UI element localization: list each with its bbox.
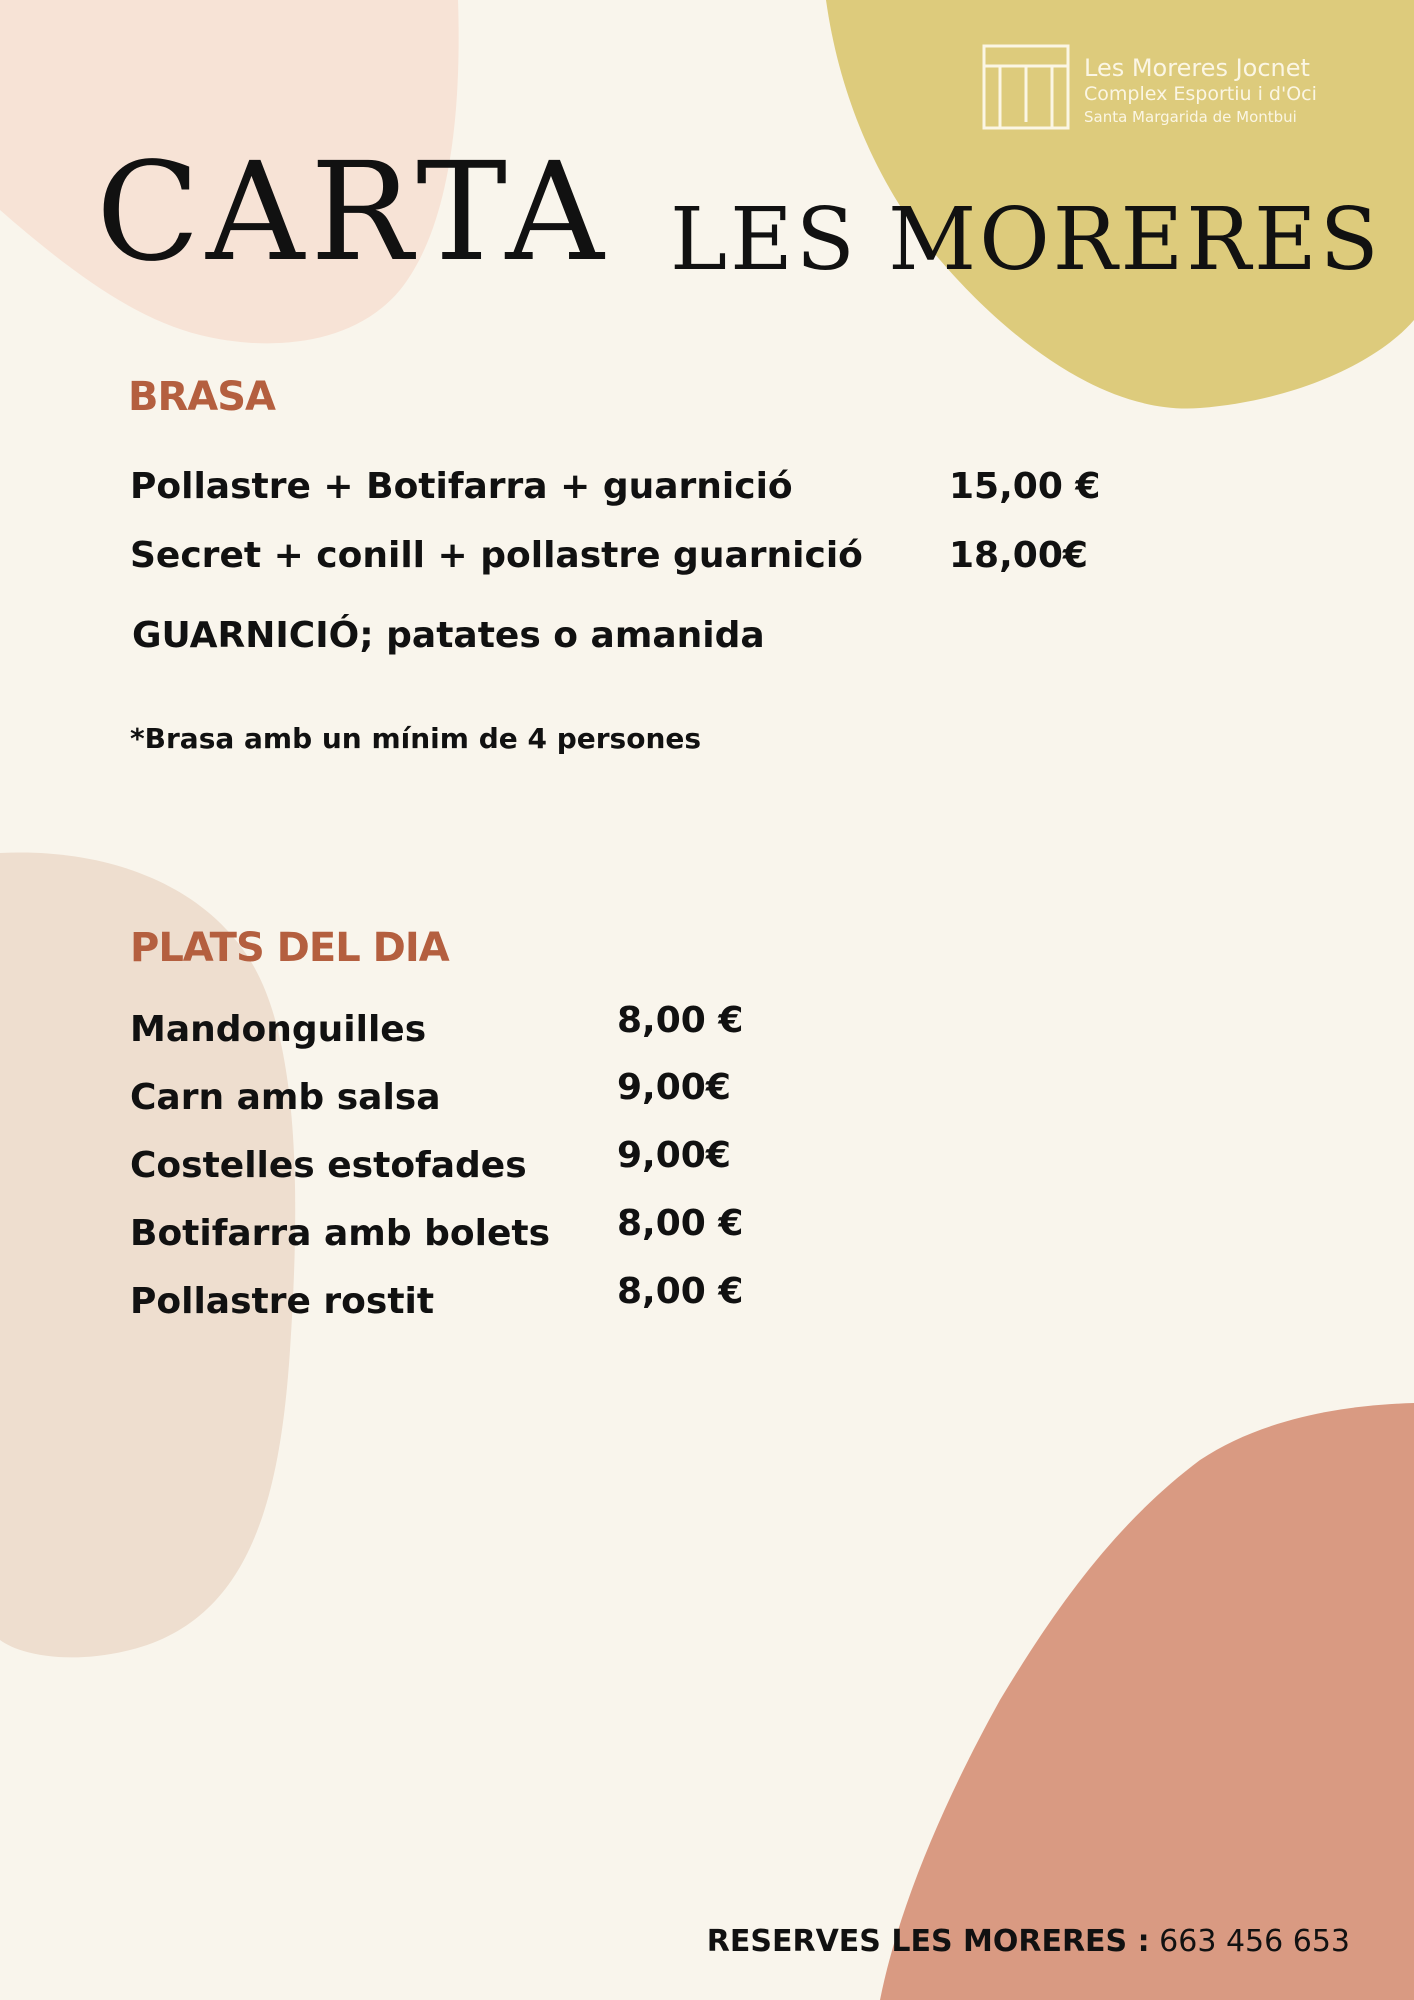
menu-item-name: Pollastre rostit bbox=[130, 1281, 435, 1322]
logo-name: Les Moreres Jocnet bbox=[1084, 54, 1310, 82]
section-heading-brasa: BRASA bbox=[128, 374, 276, 420]
menu-item-price: 8,00 € bbox=[617, 1000, 744, 1041]
menu-item-name: Pollastre + Botifarra + guarnició bbox=[130, 466, 793, 507]
menu-item-price: 18,00€ bbox=[949, 535, 1088, 576]
section-heading-plats-del-dia: PLATS DEL DIA bbox=[130, 925, 449, 971]
beige-blob bbox=[0, 852, 295, 1657]
garnish-note: GUARNICIÓ; patates o amanida bbox=[132, 615, 765, 656]
menu-item-name: Costelles estofades bbox=[130, 1145, 527, 1186]
page-title-carta: CARTA bbox=[96, 134, 610, 292]
menu-item-name: Botifarra amb bolets bbox=[130, 1213, 551, 1254]
menu-item-price: 9,00€ bbox=[617, 1135, 731, 1176]
menu-item-price: 9,00€ bbox=[617, 1067, 731, 1108]
minimum-persons-note: *Brasa amb un mínim de 4 persones bbox=[130, 722, 702, 755]
logo-gate-icon bbox=[982, 44, 1070, 130]
logo-location: Santa Margarida de Montbui bbox=[1084, 108, 1297, 126]
reservations-footer bbox=[707, 1924, 1350, 1959]
menu-item-name: Carn amb salsa bbox=[130, 1077, 441, 1118]
reservations-label: RESERVES LES MORERES : bbox=[706, 1924, 1150, 1959]
page-title-moreres: LES MORERES bbox=[670, 190, 1382, 290]
reservations-phone[interactable]: 663 456 653 bbox=[1159, 1924, 1350, 1959]
logo-subtitle: Complex Esportiu i d'Oci bbox=[1084, 83, 1317, 105]
menu-item-name: Mandonguilles bbox=[130, 1009, 427, 1050]
menu-item-price: 8,00 € bbox=[617, 1203, 744, 1244]
menu-item-name: Secret + conill + pollastre guarnició bbox=[130, 535, 863, 576]
menu-item-price: 8,00 € bbox=[617, 1271, 744, 1312]
menu-item-price: 15,00 € bbox=[949, 466, 1101, 507]
terracotta-blob bbox=[880, 1403, 1414, 2000]
brand-logo bbox=[982, 44, 1382, 134]
